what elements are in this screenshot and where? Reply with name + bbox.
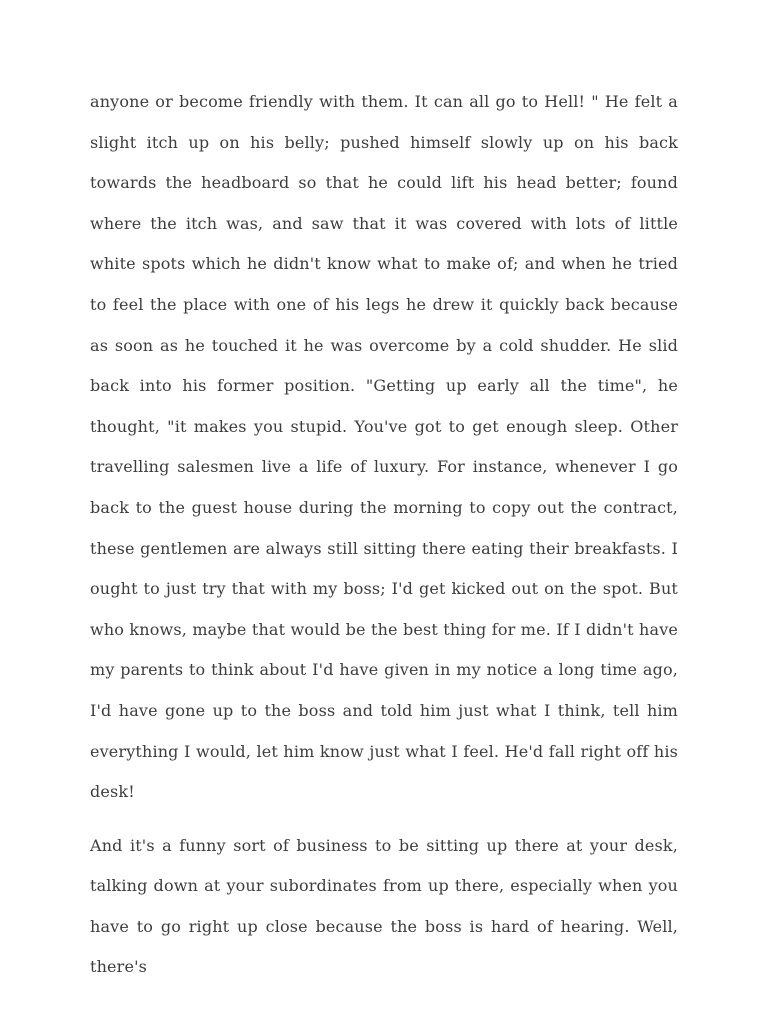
paragraph-1: anyone or become friendly with them. It can all go to Hell! " He felt a slight itch up on his belly; pushed himself slowly up on his back towards the headboard so that he could lift his head better; found where the itch was, and saw that it was covered with lots of little white spots which he didn't know what to make of; and when he tried to feel the place with one of his legs he drew it quickly back because as soon as he touched it he was overcome by a cold shudder. He slid back into his former position. "Getting up early all the time", he thought, "it makes you stupid. You've got to get enough sleep. Other travelling salesmen live a life of luxury. For instance, whenever I go back to the guest house during the morning to copy out the contract, these gentlemen are always still sitting there eating their breakfasts. I ought to just try that with my boss; I'd get kicked out on the spot. But who knows, maybe that would be the best thing for me. If I didn't have my parents to think about I'd have given in my notice a long time ago, I'd have gone up to the boss and told him just what I think, tell him everything I would, let him know just what I feel. He'd fall right off his desk! <box>90 92 678 802</box>
document-page <box>90 82 678 1001</box>
paragraph-2: And it's a funny sort of business to be sitting up there at your desk, talking down at your subordinates from up there, especially when you have to go right up close because the boss is hard of hearing. Well, there's <box>90 835 678 977</box>
